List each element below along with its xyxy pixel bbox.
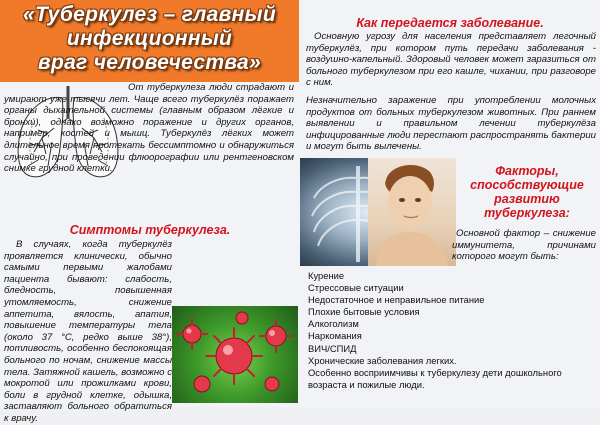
symptoms-header: Симптомы туберкулеза. bbox=[69, 223, 231, 237]
factor-item: Хронические заболевания легких. bbox=[308, 354, 457, 366]
factor-item: Плохие бытовые условия bbox=[308, 306, 420, 318]
factor-item: Наркомания bbox=[308, 330, 362, 342]
factors-list bbox=[308, 270, 598, 391]
title-banner bbox=[0, 0, 299, 82]
title-line-1: «Туберкулез – главный bbox=[23, 3, 276, 26]
factors-header-line-1: Факторы, bbox=[495, 164, 559, 178]
factor-item: ВИЧ/СПИД bbox=[308, 342, 357, 354]
factor-item: Курение bbox=[308, 270, 345, 281]
factors-header-line-3: развитию bbox=[494, 192, 560, 206]
transmission-para-2: Незначительно заражение при употреблении молочных продуктов от больных туберкулезом животных. При раннем выявлении и правильном лечении туберкулёза инфицированные люди перестают распространять бактерии и могут быть вылечены. bbox=[306, 95, 596, 153]
factors-header-line-2: способствующие bbox=[470, 178, 584, 192]
transmission-header: Как передается заболевание. bbox=[356, 16, 544, 30]
factors-main-text: Основной фактор – снижение иммунитета, причинами которого могут быть: bbox=[452, 228, 596, 263]
boy-figure bbox=[368, 158, 456, 266]
transmission-para-1: Основную угрозу для населения представляет легочный туберкулёз, при котором путь передачи заболевания - воздушно-капельный. Здоровый человек может заразиться от больного туберкулезом при его кашле, чихании, при разговоре с ним. bbox=[306, 31, 596, 89]
bacteria-image bbox=[172, 306, 298, 403]
factors-header bbox=[458, 164, 596, 220]
symptoms-text: В случаях, когда туберкулёз проявляется клинически, обычно самыми первыми жалобами пациента бывают: слабость, бледность, повышенная утомляемость, снижение аппетита, вялость, апатия, повышение температуры тела (около 37 °С, редко выше 38°), потливость, особенно беспокоящая больного по ночам, снижение массы тела. Затяжной кашель, возможно с мокротой или прожилками крови, боли в грудной клетке, одышка, заставляют больного обратиться к врачу. bbox=[4, 239, 172, 424]
factor-item: Алкоголизм bbox=[308, 318, 359, 330]
title-line-3: враг человечества» bbox=[37, 51, 262, 74]
bacteria-cells bbox=[172, 306, 298, 403]
boy-photo bbox=[368, 158, 456, 266]
factor-item: Особенно восприимчивы к туберкулезу дети дошкольного возраста и пожилые люди. bbox=[308, 366, 562, 390]
factor-item: Стрессовые ситуации bbox=[308, 282, 404, 294]
factors-header-line-4: туберкулеза: bbox=[484, 206, 570, 220]
factor-item: Недостаточное и неправильное питание bbox=[308, 294, 485, 306]
title-line-2: инфекционный bbox=[66, 27, 233, 50]
intro-text: От туберкулеза люди страдают и умирают уже тысячи лет. Чаще всего туберкулёз поражает органы дыхательной системы (главным образом лёгкие и бронхи), однако возможно поражение и других органов, например, костей и мышц. Туберкулёз лёгких может длительное время протекать бессимптомно и обнаружиться случайно, при проведении флюорографии или рентгеновском снимке грудной клетки. bbox=[4, 82, 294, 175]
